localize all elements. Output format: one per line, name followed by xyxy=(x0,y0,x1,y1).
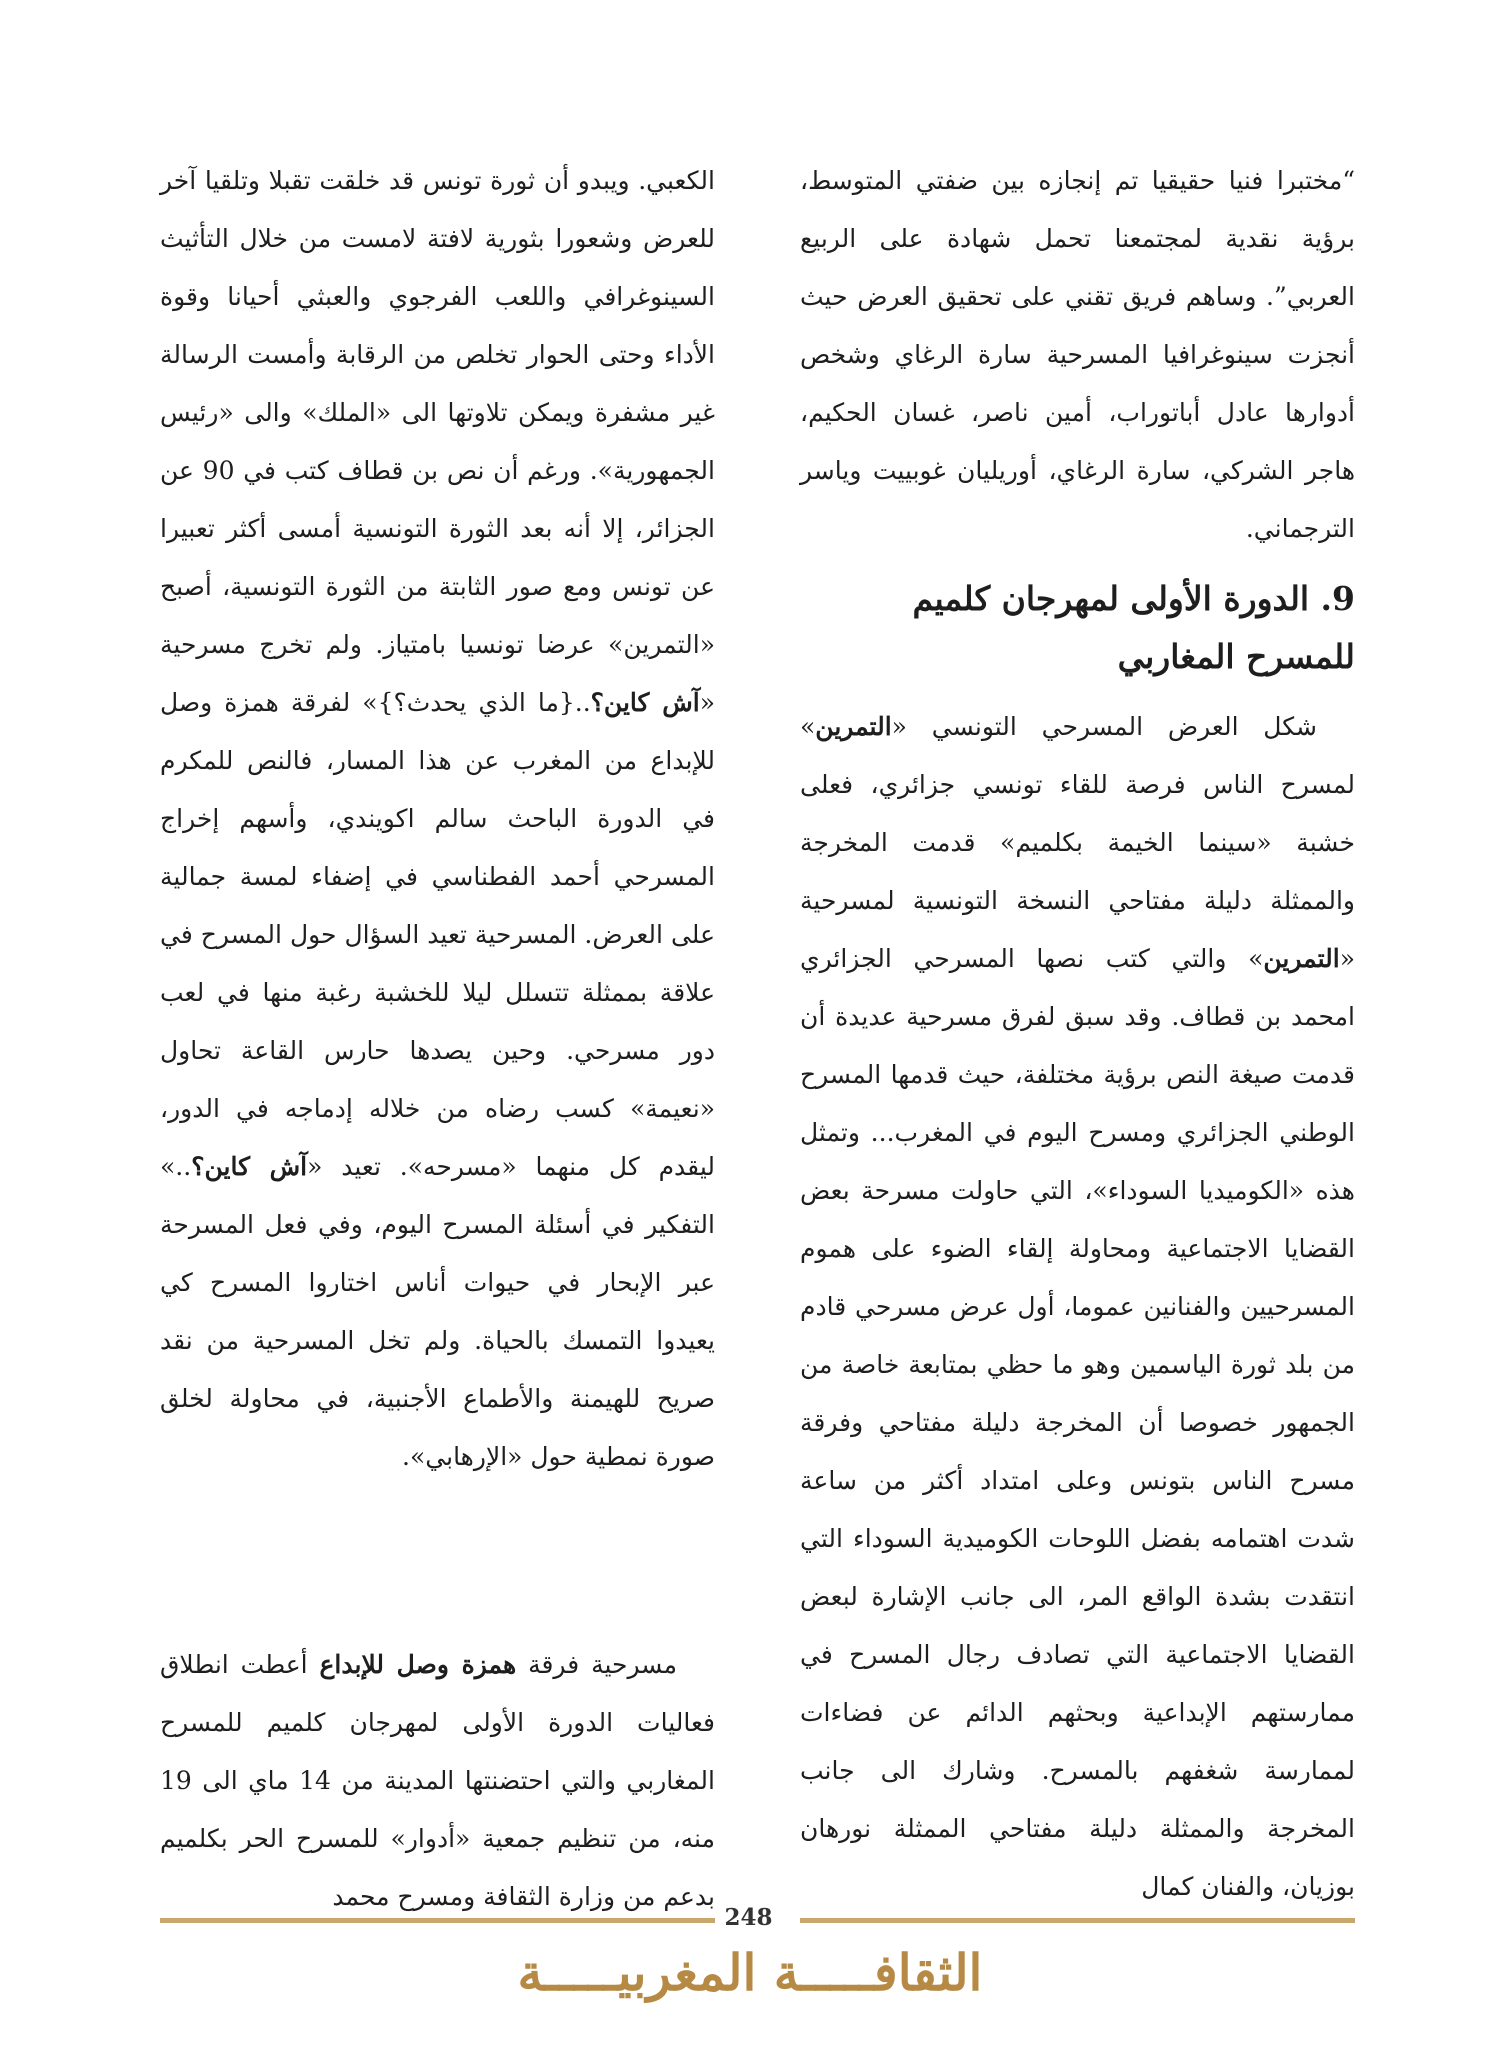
paragraph-festival-opening xyxy=(160,1636,715,1926)
footer-rule-left xyxy=(160,1918,715,1923)
text-run: ..{ما الذي يحدث؟}» لفرقة همزة وصل للإبداع من المغرب عن هذا المسار، فالنص للمكرم في الدورة الباحث سالم اكويندي، وأسهم إخراج المسرحي أحمد الفطناسي في إضفاء لمسة جمالية على العرض. المسرحية تعيد السؤال حول المسرح في علاقة بممثلة تتسلل ليلا للخشبة رغبة منها في لعب دور مسرحي. وحين يصدها حارس القاعة تحاول «نعيمة» كسب رضاه من خلاله إدماجه في الدور، ليقدم كل منهما «مسرحه». تعيد « xyxy=(160,688,715,1181)
bold-title-ash-kayn: آش كاين؟ xyxy=(590,688,700,717)
left-text-column xyxy=(160,152,715,1926)
text-run: أعطت انطلاق فعاليات الدورة الأولى لمهرجان كلميم للمسرح المغاربي والتي احتضنتها المدينة من 14 ماي الى 19 منه، من تنظيم جمعية «أدوار» للمسرح الحر بكلميم بدعم من وزارة الثقافة ومسرح محمد xyxy=(160,1650,715,1911)
page-number: 248 xyxy=(724,1904,773,1931)
text-run: ..» التفكير في أسئلة المسرح اليوم، وفي فعل المسرحة عبر الإبحار في حيوات أناس اختاروا المسرح كي يعيدوا التمسك بالحياة. ولم تخل المسرحية من نقد صريح للهيمنة والأطماع الأجنبية، في محاولة لخلق صورة نمطية حول «الإرهابي». xyxy=(160,1152,715,1471)
bold-title-tamrin: التمرين xyxy=(1263,944,1340,973)
text-run: » والتي كتب نصها المسرحي الجزائري امحمد بن قطاف. وقد سبق لفرق مسرحية عديدة أن قدمت صيغة النص برؤية مختلفة، حيث قدمها المسرح الوطني الجزائري ومسرح اليوم في المغرب... وتمثل هذه «الكوميديا السوداء»، التي حاولت مسرحة بعض القضايا الاجتماعية ومحاولة إلقاء الضوء على هموم المسرحيين والفنانين عموما، أول عرض مسرحي قادم من بلد ثورة الياسمين وهو ما حظي بمتابعة خاصة من الجمهور خصوصا أن المخرجة دليلة مفتاحي وفرقة مسرح الناس بتونس وعلى امتداد أكثر من ساعة شدت اهتمامه بفضل اللوحات الكوميدية السوداء التي انتقدت بشدة الواقع المر، الى جانب الإشارة لبعض القضايا الاجتماعية التي تصادف رجال المسرح في ممارستهم الإبداعية وبحثهم الدائم عن فضاءات لممارسة شغفهم بالمسرح. وشارك الى جانب المخرجة والممثلة دليلة مفتاحي الممثلة نورهان بوزيان، والفنان كمال xyxy=(800,944,1356,1901)
paragraph-credits: “مختبرا فنيا حقيقيا تم إنجازه بين ضفتي المتوسط، برؤية نقدية لمجتمعنا تحمل شهادة على الربيع العربي”. وساهم فريق تقني على تحقيق العرض حيث أنجزت سينوغرافيا المسرحية سارة الرغاي وشخص أدوارها عادل أباتوراب، أمين ناصر، غسان الحكيم، هاجر الشركي، سارة الرغاي، أوريليان غوبييت وياسر الترجماني. xyxy=(800,166,1355,543)
paragraph-gap xyxy=(160,1486,715,1636)
paragraph-tamrin-review xyxy=(800,698,1355,1916)
footer-rule-right xyxy=(800,1918,1355,1923)
right-text-column xyxy=(800,152,1355,1916)
bold-title-ash-kayn: آش كاين؟ xyxy=(191,1152,308,1181)
bold-troupe-name: همزة وصل للإبداع xyxy=(319,1650,517,1679)
text-run: الكعبي. ويبدو أن ثورة تونس قد خلقت تقبلا وتلقيا آخر للعرض وشعورا بثورية لافتة لامست من خلال التأثيث السينوغرافي واللعب الفرجوي والعبثي أحيانا وقوة الأداء وحتى الحوار تخلص من الرقابة وأمست الرسالة غير مشفرة ويمكن تلاوتها الى «الملك» والى «رئيس الجمهورية». ورغم أن نص بن قطاف كتب في 90 عن الجزائر، إلا أنه بعد الثورة التونسية أمسى أكثر تعبيرا عن تونس ومع صور الثابتة من الثورة التونسية، أصبح «التمرين» عرضا تونسيا بامتياز. ولم تخرج مسرحية « xyxy=(160,166,715,717)
text-run: شكل العرض المسرحي التونسي « xyxy=(891,712,1317,741)
paragraph-revolution-reception xyxy=(160,152,715,1486)
section-heading: 9. الدورة الأولى لمهرجان كلميم للمسرح المغاربي xyxy=(912,579,1355,676)
bold-title-tamrin: التمرين xyxy=(815,712,892,741)
text-run: مسرحية فرقة xyxy=(516,1650,677,1679)
magazine-brand-logo: الثقافـــــة المغربيـــــة xyxy=(517,1943,983,2002)
text-run: » لمسرح الناس فرصة للقاء تونسي جزائري، فعلى خشبة «سينما الخيمة بكلميم» قدمت المخرجة والممثلة دليلة مفتاحي النسخة التونسية لمسرحية « xyxy=(800,712,1355,973)
